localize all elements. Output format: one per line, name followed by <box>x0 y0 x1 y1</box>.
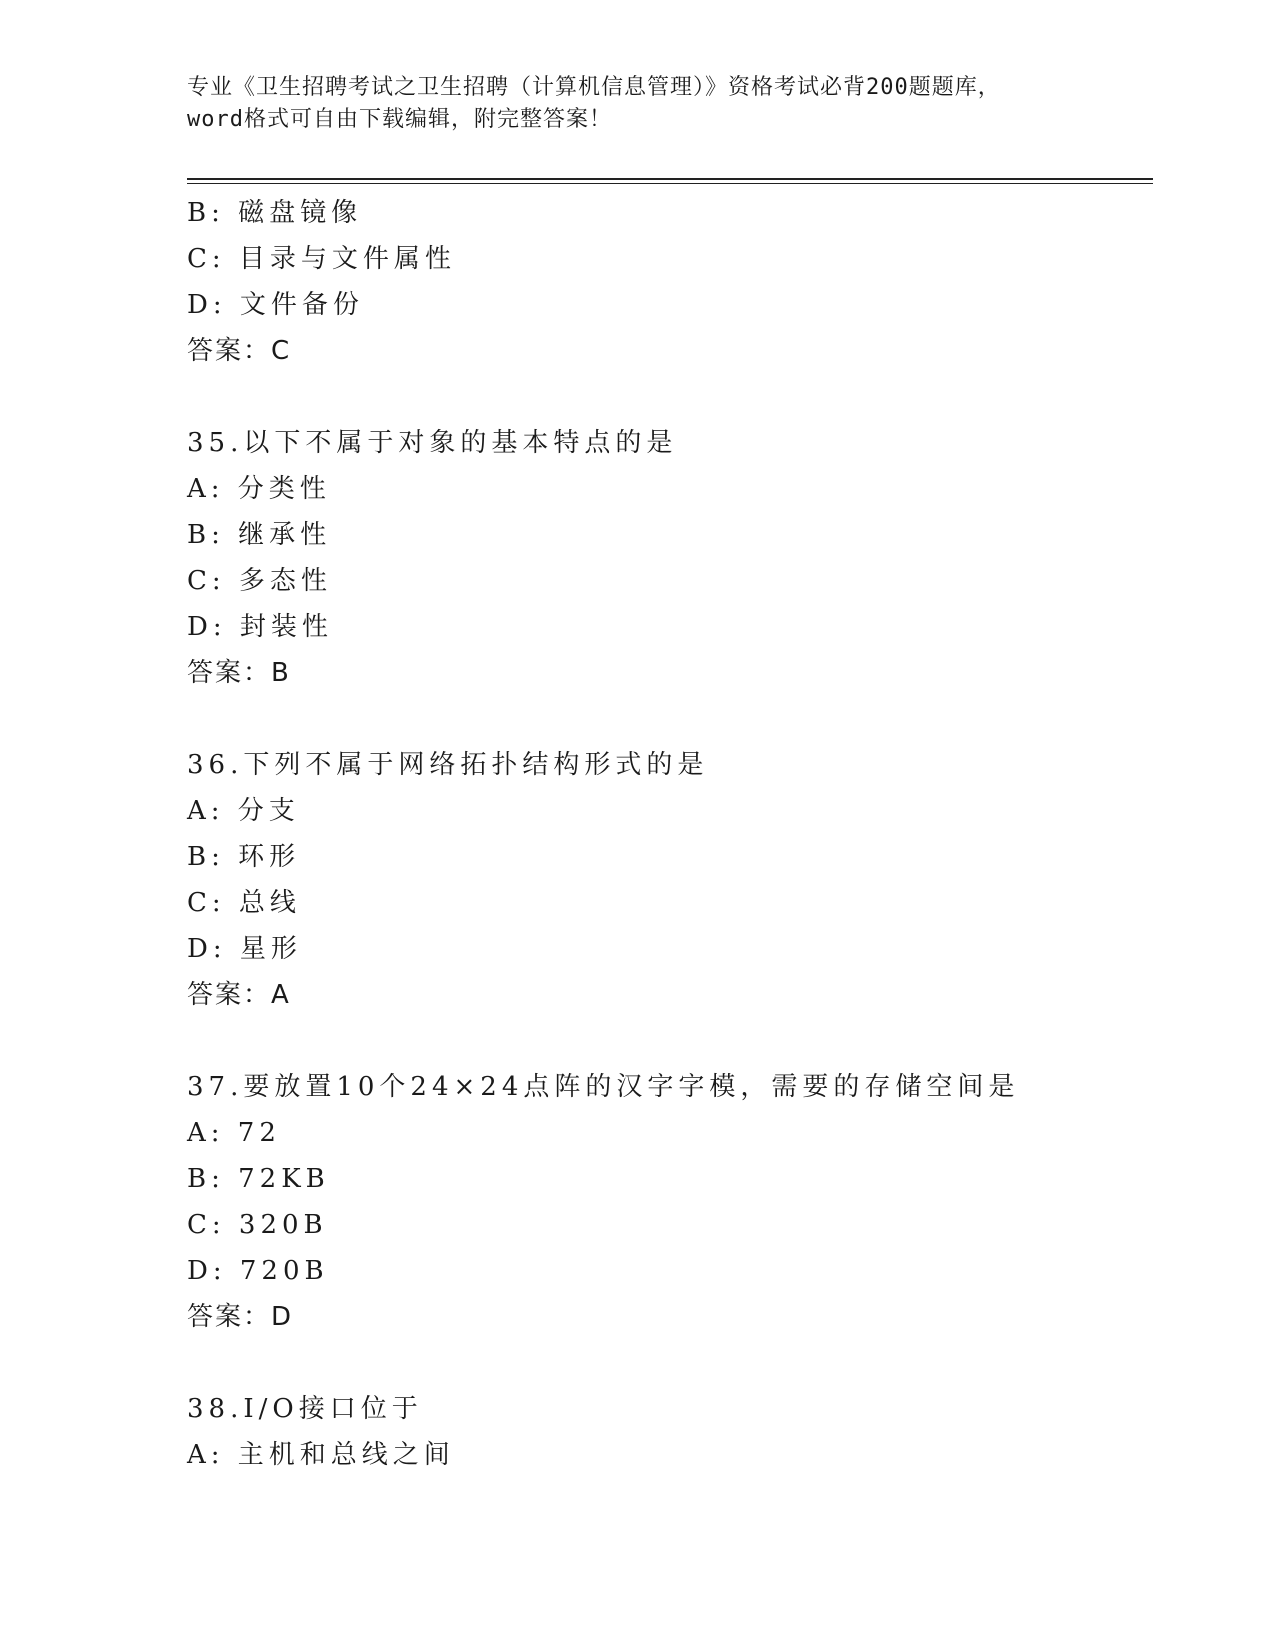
option-c: C: 目录与文件属性 <box>187 244 456 274</box>
answer: 答案：D <box>187 1302 294 1332</box>
question-stem: 36.下列不属于网络拓扑结构形式的是 <box>187 750 709 780</box>
option-a: A: 分类性 <box>187 474 331 504</box>
answer: 答案：B <box>187 658 291 688</box>
question-block-34 <box>187 190 1147 374</box>
option-b: B: 环形 <box>187 842 301 872</box>
option-c: C: 320B <box>187 1210 328 1240</box>
option-a: A: 72 <box>187 1118 281 1148</box>
question-stem: 35.以下不属于对象的基本特点的是 <box>187 428 678 458</box>
header-rule <box>187 178 1153 180</box>
option-d: D: 720B <box>187 1256 329 1286</box>
answer: 答案：A <box>187 980 291 1010</box>
question-block-36 <box>187 742 1147 1018</box>
answer: 答案：C <box>187 336 292 366</box>
option-d: D: 文件备份 <box>187 290 364 320</box>
header-line-1: 专业《卫生招聘考试之卫生招聘（计算机信息管理）》资格考试必背200题题库， <box>187 75 1001 100</box>
question-stem: 38.I/O接口位于 <box>187 1394 423 1424</box>
option-b: B: 72KB <box>187 1164 330 1194</box>
header-rule-thin <box>187 183 1153 184</box>
option-c: C: 总线 <box>187 888 301 918</box>
option-d: D: 星形 <box>187 934 302 964</box>
question-block-38 <box>187 1386 1147 1478</box>
question-block-37 <box>187 1064 1147 1340</box>
header-line-2: word格式可自由下载编辑，附完整答案！ <box>187 107 612 132</box>
option-a: A: 主机和总线之间 <box>187 1440 455 1470</box>
option-d: D: 封装性 <box>187 612 333 642</box>
option-b: B: 继承性 <box>187 520 332 550</box>
option-b: B: 磁盘镜像 <box>187 198 363 228</box>
question-block-35 <box>187 420 1147 696</box>
option-c: C: 多态性 <box>187 566 332 596</box>
option-a: A: 分支 <box>187 796 300 826</box>
question-stem: 37.要放置10个24×24点阵的汉字字模，需要的存储空间是 <box>187 1072 1020 1102</box>
question-list <box>187 190 1147 1478</box>
document-header <box>187 72 1087 136</box>
